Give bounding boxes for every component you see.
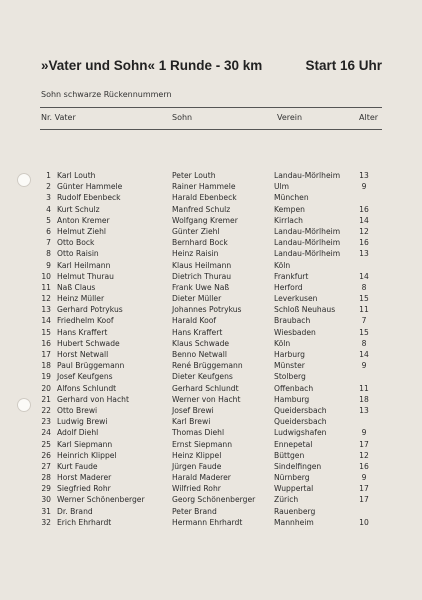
row-number: 10 (41, 271, 51, 281)
son-name: Harald Koof (172, 316, 217, 326)
son-age: 14 (359, 350, 369, 359)
table-row (0, 282, 422, 293)
father-name: Dr. Brand (57, 506, 93, 516)
son-age: 14 (359, 215, 369, 225)
father-name: Karl Heilmann (57, 260, 111, 270)
table-row (0, 383, 422, 394)
son-name: Heinz Raisin (172, 249, 219, 259)
row-number: 15 (41, 327, 51, 337)
son-name: Rainer Hammele (172, 182, 236, 192)
row-number: 7 (46, 238, 51, 248)
father-name: Otto Brewi (57, 405, 98, 415)
club-name: Ludwigshafen (274, 428, 327, 438)
father-name: Erich Ehrhardt (57, 517, 112, 527)
table-row (0, 304, 422, 315)
son-name: Dieter Keufgens (172, 372, 233, 382)
row-number: 32 (41, 517, 51, 527)
table-row (0, 338, 422, 349)
row-number: 9 (46, 260, 51, 270)
son-name: Günter Ziehl (172, 226, 220, 236)
table-row (0, 293, 422, 304)
race-title: »Vater und Sohn« 1 Runde - 30 km (41, 58, 263, 73)
club-name: Herford (274, 282, 303, 292)
son-age: 15 (359, 294, 369, 304)
club-name: Leverkusen (274, 294, 318, 304)
table-row (0, 181, 422, 192)
father-name: Heinz Müller (57, 294, 105, 304)
row-number: 24 (41, 428, 51, 438)
father-name: Paul Brüggemann (57, 361, 125, 371)
club-name: Büttgen (274, 450, 305, 460)
father-name: Adolf Diehl (57, 428, 99, 438)
table-row (0, 494, 422, 505)
son-name: Ernst Siepmann (172, 439, 233, 449)
club-name: Zürich (274, 495, 299, 505)
son-name: Manfred Schulz (172, 204, 231, 214)
club-name: Rauenberg (274, 506, 316, 516)
son-age: 12 (359, 226, 369, 236)
father-name: Helmut Thurau (57, 271, 114, 281)
father-name: Karl Louth (57, 171, 96, 180)
son-name: Gerhard Schlundt (172, 383, 239, 393)
club-name: Kempen (274, 204, 305, 214)
father-name: Otto Raisin (57, 249, 99, 259)
son-name: Klaus Heilmann (172, 260, 232, 270)
son-age: 13 (359, 171, 369, 180)
club-name: Landau-Mörlheim (274, 171, 341, 180)
son-name: Werner von Hacht (172, 394, 241, 404)
row-number: 28 (41, 473, 51, 483)
page-title (41, 58, 382, 73)
son-age: 11 (359, 383, 369, 393)
row-number: 22 (41, 405, 51, 415)
father-name: Rudolf Ebenbeck (57, 193, 121, 203)
club-name: Mannheim (274, 517, 314, 527)
father-name: Kurt Faude (57, 461, 98, 471)
club-name: Landau-Mörlheim (274, 238, 341, 248)
column-header-nr-vater: Nr. Vater (41, 113, 76, 122)
row-number: 30 (41, 495, 51, 505)
row-number: 18 (41, 361, 51, 371)
father-name: Helmut Ziehl (57, 226, 106, 236)
son-age: 9 (361, 182, 367, 192)
son-name: Georg Schönenberger (172, 495, 256, 505)
row-number: 21 (41, 394, 51, 404)
club-name: Köln (274, 260, 291, 270)
table-row (0, 371, 422, 382)
club-name: Landau-Mörlheim (274, 249, 341, 259)
father-name: Günter Hammele (57, 182, 123, 192)
son-name: Peter Louth (172, 171, 216, 180)
table-row (0, 483, 422, 494)
father-name: Friedhelm Koof (57, 316, 114, 326)
table-row (0, 327, 422, 338)
table-row (0, 237, 422, 248)
table-row (0, 271, 422, 282)
row-number: 11 (41, 282, 51, 292)
club-name: Köln (274, 338, 291, 348)
row-number: 25 (41, 439, 51, 449)
club-name: Queidersbach (274, 417, 327, 427)
club-name: Wiesbaden (274, 327, 316, 337)
father-name: Gerhard Potrykus (57, 305, 123, 315)
son-name: Jürgen Faude (172, 461, 222, 471)
son-age: 16 (359, 461, 369, 471)
table-row (0, 394, 422, 405)
club-name: Harburg (274, 350, 305, 359)
son-age: 13 (359, 405, 369, 415)
son-age: 7 (361, 316, 367, 326)
club-name: Hamburg (274, 394, 310, 404)
table-row (0, 204, 422, 215)
club-name: Wuppertal (274, 484, 314, 494)
row-number: 19 (41, 372, 51, 382)
father-name: Hans Kraffert (57, 327, 108, 337)
son-age: 15 (359, 327, 369, 337)
club-name: Braubach (274, 316, 311, 326)
column-header-alter: Alter (359, 113, 379, 122)
son-name: Wolfgang Kremer (172, 215, 238, 225)
son-name: Dieter Müller (172, 294, 222, 304)
son-age: 18 (359, 394, 369, 404)
son-age: 17 (359, 484, 369, 494)
table-row (0, 315, 422, 326)
table-row (0, 349, 422, 360)
row-number: 27 (41, 461, 51, 471)
son-name: Karl Brewi (172, 417, 211, 427)
club-name: Schloß Neuhaus (274, 305, 336, 315)
father-name: Hubert Schwade (57, 338, 120, 348)
participant-table (0, 170, 422, 528)
club-name: Nürnberg (274, 473, 310, 483)
row-number: 23 (41, 417, 51, 427)
row-number: 6 (46, 226, 51, 236)
club-name: Queidersbach (274, 405, 327, 415)
row-number: 13 (41, 305, 51, 315)
father-name: Naß Claus (57, 282, 96, 292)
row-number: 3 (46, 193, 51, 203)
father-name: Horst Netwall (57, 350, 109, 359)
table-row (0, 260, 422, 271)
start-time: Start 16 Uhr (305, 58, 382, 73)
father-name: Kurt Schulz (57, 204, 100, 214)
club-name: München (274, 193, 309, 203)
son-name: Thomas Diehl (172, 428, 225, 438)
son-age: 13 (359, 249, 369, 259)
table-row (0, 248, 422, 259)
club-name: Stolberg (274, 372, 306, 382)
table-row (0, 506, 422, 517)
son-name: Hermann Ehrhardt (172, 517, 243, 527)
table-row (0, 360, 422, 371)
son-age: 14 (359, 271, 369, 281)
son-name: Frank Uwe Naß (172, 282, 230, 292)
table-row (0, 461, 422, 472)
son-name: Klaus Schwade (172, 338, 230, 348)
father-name: Ludwig Brewi (57, 417, 108, 427)
son-age: 12 (359, 450, 369, 460)
row-number: 12 (41, 294, 51, 304)
table-row (0, 517, 422, 528)
son-age: 10 (359, 517, 369, 527)
son-age: 16 (359, 238, 369, 248)
table-row (0, 439, 422, 450)
son-name: Peter Brand (172, 506, 217, 516)
column-headers (40, 113, 382, 125)
row-number: 4 (46, 204, 51, 214)
table-row (0, 472, 422, 483)
son-name: Wilfried Rohr (172, 484, 221, 494)
son-name: Hans Kraffert (172, 327, 223, 337)
table-row (0, 450, 422, 461)
son-name: Harald Maderer (172, 473, 231, 483)
son-age: 9 (361, 428, 367, 438)
father-name: Siegfried Rohr (57, 484, 111, 494)
row-number: 29 (41, 484, 51, 494)
club-name: Sindelfingen (274, 461, 322, 471)
row-number: 20 (41, 383, 51, 393)
row-number: 8 (46, 249, 51, 259)
row-number: 17 (41, 350, 51, 359)
father-name: Gerhard von Hacht (57, 394, 129, 404)
son-name: Benno Netwall (172, 350, 227, 359)
row-number: 14 (41, 316, 51, 326)
club-name: Münster (274, 361, 305, 371)
top-rule (40, 107, 382, 108)
father-name: Otto Bock (57, 238, 95, 248)
club-name: Ennepetal (274, 439, 313, 449)
son-name: Heinz Klippel (172, 450, 222, 460)
row-number: 26 (41, 450, 51, 460)
column-header-verein: Verein (277, 113, 303, 122)
son-age: 11 (359, 305, 369, 315)
row-number: 2 (46, 182, 51, 192)
table-row (0, 192, 422, 203)
father-name: Anton Kremer (57, 215, 110, 225)
father-name: Alfons Schlundt (57, 383, 117, 393)
table-row (0, 405, 422, 416)
table-row (0, 215, 422, 226)
son-age: 17 (359, 495, 369, 505)
son-name: Bernhard Bock (172, 238, 228, 248)
son-age: 9 (361, 361, 367, 371)
son-age: 9 (361, 473, 367, 483)
son-name: Harald Ebenbeck (172, 193, 237, 203)
club-name: Kirrlach (274, 215, 303, 225)
son-age: 17 (359, 439, 369, 449)
subtitle: Sohn schwarze Rückennummern (41, 90, 172, 99)
son-name: René Brüggemann (172, 361, 243, 371)
son-name: Dietrich Thurau (172, 271, 232, 281)
club-name: Offenbach (274, 383, 314, 393)
header-rule (40, 129, 382, 130)
father-name: Karl Siepmann (57, 439, 113, 449)
son-name: Josef Brewi (172, 405, 214, 415)
club-name: Landau-Mörlheim (274, 226, 341, 236)
father-name: Josef Keufgens (57, 372, 113, 382)
father-name: Werner Schönenberger (57, 495, 145, 505)
club-name: Ulm (274, 182, 290, 192)
table-row (0, 416, 422, 427)
row-number: 31 (41, 506, 51, 516)
table-row (0, 170, 422, 181)
father-name: Heinrich Klippel (57, 450, 117, 460)
row-number: 1 (46, 171, 51, 180)
son-name: Johannes Potrykus (172, 305, 242, 315)
son-age: 16 (359, 204, 369, 214)
row-number: 5 (46, 215, 51, 225)
column-header-sohn: Sohn (172, 113, 193, 122)
row-number: 16 (41, 338, 51, 348)
table-row (0, 427, 422, 438)
son-age: 8 (361, 338, 367, 348)
table-row (0, 226, 422, 237)
son-age: 8 (361, 282, 367, 292)
father-name: Horst Maderer (57, 473, 112, 483)
club-name: Frankfurt (274, 271, 309, 281)
